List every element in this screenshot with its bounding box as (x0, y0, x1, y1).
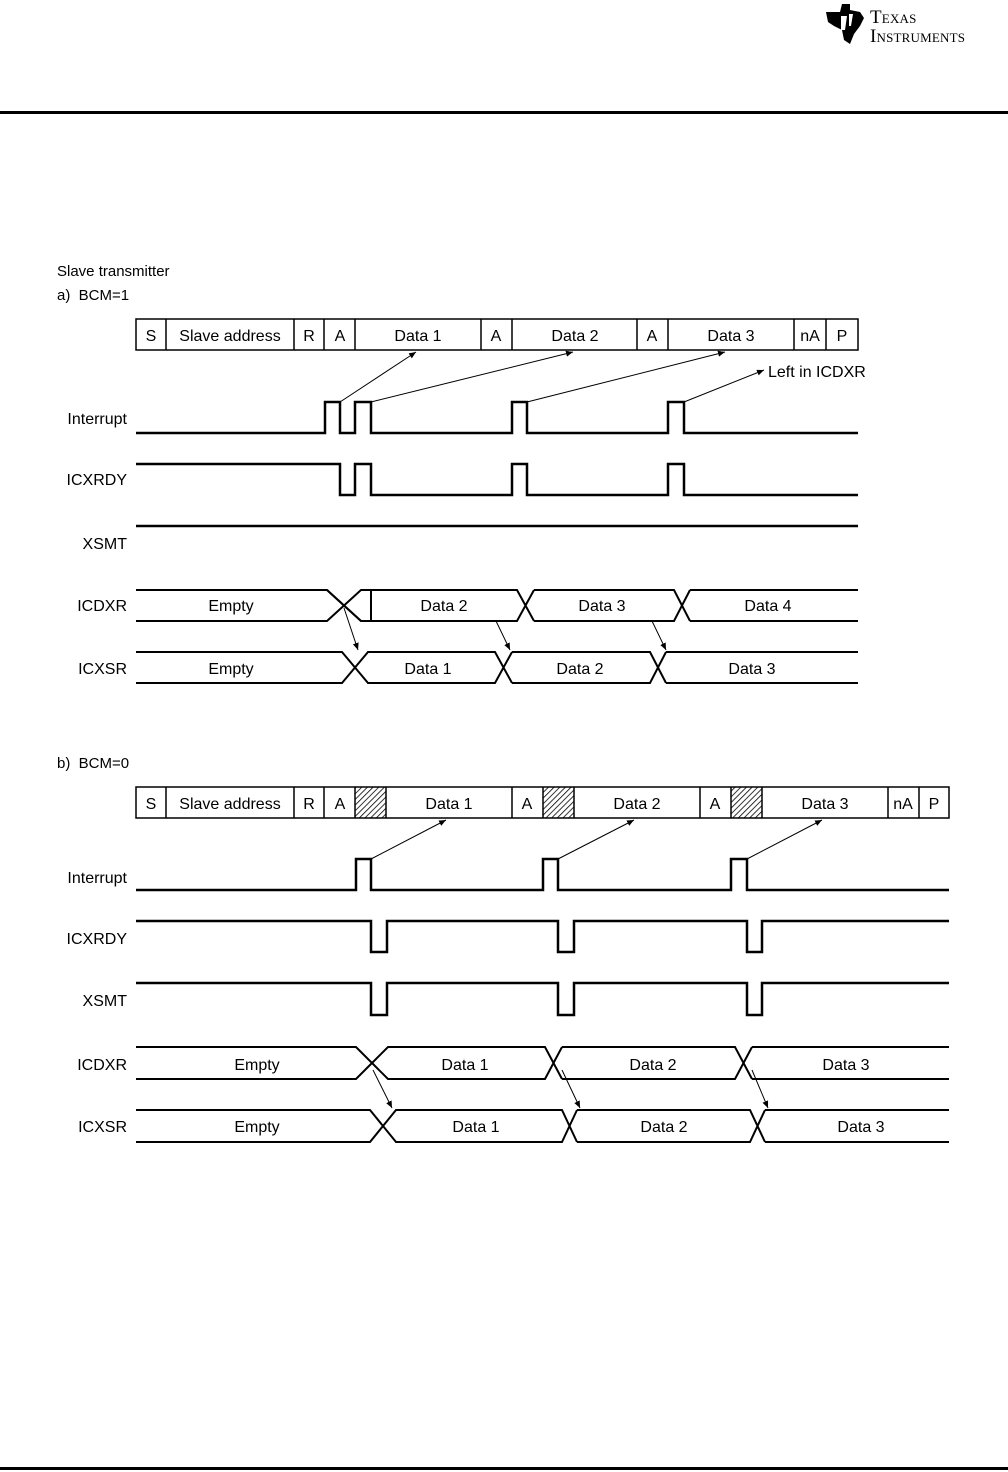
interrupt-waveform-b (136, 859, 949, 890)
frame-cell: S (145, 328, 157, 345)
frame-cell: nA (800, 328, 820, 345)
signal-label-icxrdy: ICXRDY (66, 931, 127, 948)
panel-b-waveforms (136, 859, 949, 1142)
frame-cell: Slave address (179, 328, 281, 345)
logo-line-1: Texas (870, 7, 917, 28)
frame-cell: A (521, 796, 533, 813)
frame-cell: nA (893, 796, 913, 813)
hatched-cell (731, 787, 762, 818)
logo-line-2: Instruments (870, 26, 966, 47)
frame-cell: P (928, 796, 940, 813)
frame-cell: Data 1 (394, 328, 442, 345)
frame-cell: R (303, 796, 315, 813)
left-in-icdxr-annotation: Left in ICDXR (768, 364, 866, 381)
icxsr-value: Empty (208, 661, 254, 678)
interrupt-waveform-a (136, 402, 858, 433)
panel-b-bus-labels (234, 1057, 884, 1136)
icdxr-value: Data 1 (441, 1057, 489, 1074)
hatched-cell (355, 787, 386, 818)
signal-label-icdxr: ICDXR (77, 1057, 127, 1074)
icxsr-value: Data 3 (728, 661, 776, 678)
xsmt-waveform-b (136, 983, 949, 1015)
icxsr-value: Empty (234, 1119, 280, 1136)
frame-cell: Data 1 (425, 796, 473, 813)
hatched-cell (543, 787, 574, 818)
icxsr-value: Data 2 (640, 1119, 688, 1136)
arrow (373, 1070, 392, 1108)
icxrdy-waveform-b (136, 921, 949, 952)
signal-label-icxsr: ICXSR (78, 661, 127, 678)
icxsr-value: Data 1 (404, 661, 452, 678)
arrow (558, 820, 634, 859)
arrow (344, 608, 358, 650)
panel-b-label: b) BCM=0 (57, 755, 130, 772)
arrow (562, 1070, 580, 1108)
signal-label-icxsr: ICXSR (78, 1119, 127, 1136)
frame-cell: A (646, 328, 658, 345)
icdxr-value: Empty (234, 1057, 280, 1074)
panel-b-arrows (371, 820, 822, 1108)
arrow (340, 352, 416, 402)
frame-cell: A (334, 796, 346, 813)
arrow (752, 1070, 768, 1108)
frame-cell: P (836, 328, 848, 345)
icxsr-value: Data 2 (556, 661, 604, 678)
frame-cell: A (334, 328, 346, 345)
icxsr-value: Data 1 (452, 1119, 500, 1136)
signal-label-xsmt: XSMT (82, 993, 127, 1010)
icdxr-value: Data 3 (578, 598, 626, 615)
panel-a-bus-labels (208, 598, 791, 678)
panel-a-signal-names (67, 411, 128, 678)
signal-label-icdxr: ICDXR (77, 598, 127, 615)
signal-label-xsmt: XSMT (82, 536, 127, 553)
panel-a-arrows (340, 352, 764, 650)
icdxr-value: Data 2 (420, 598, 468, 615)
arrow (371, 820, 446, 859)
arrow (371, 352, 573, 402)
diagram-title: Slave transmitter (57, 263, 170, 280)
arrow (652, 621, 666, 650)
signal-label-interrupt: Interrupt (67, 870, 127, 887)
signal-label-icxrdy: ICXRDY (66, 472, 127, 489)
icdxr-value: Data 3 (822, 1057, 870, 1074)
frame-cell: S (145, 796, 157, 813)
frame-cell: A (490, 328, 502, 345)
panel-a-label: a) BCM=1 (57, 287, 130, 304)
frame-cell: Slave address (179, 796, 281, 813)
icxrdy-waveform-a (136, 464, 858, 495)
panel-a-waveforms (136, 402, 858, 683)
icdxr-value: Data 4 (744, 598, 792, 615)
frame-cell: R (303, 328, 315, 345)
signal-label-interrupt: Interrupt (67, 411, 127, 428)
panel-a-frame-labels (146, 328, 848, 345)
arrow (496, 621, 510, 650)
arrow (747, 820, 822, 859)
icxsr-value: Data 3 (837, 1119, 885, 1136)
icdxr-value: Data 2 (629, 1057, 677, 1074)
frame-cell: A (709, 796, 721, 813)
frame-cell: Data 2 (551, 328, 599, 345)
frame-cell: Data 3 (707, 328, 755, 345)
icdxr-value: Empty (208, 598, 254, 615)
arrow (527, 352, 725, 402)
panel-b-signal-names (67, 870, 128, 1136)
frame-cell: Data 2 (613, 796, 661, 813)
arrow (684, 370, 764, 402)
frame-cell: Data 3 (801, 796, 849, 813)
